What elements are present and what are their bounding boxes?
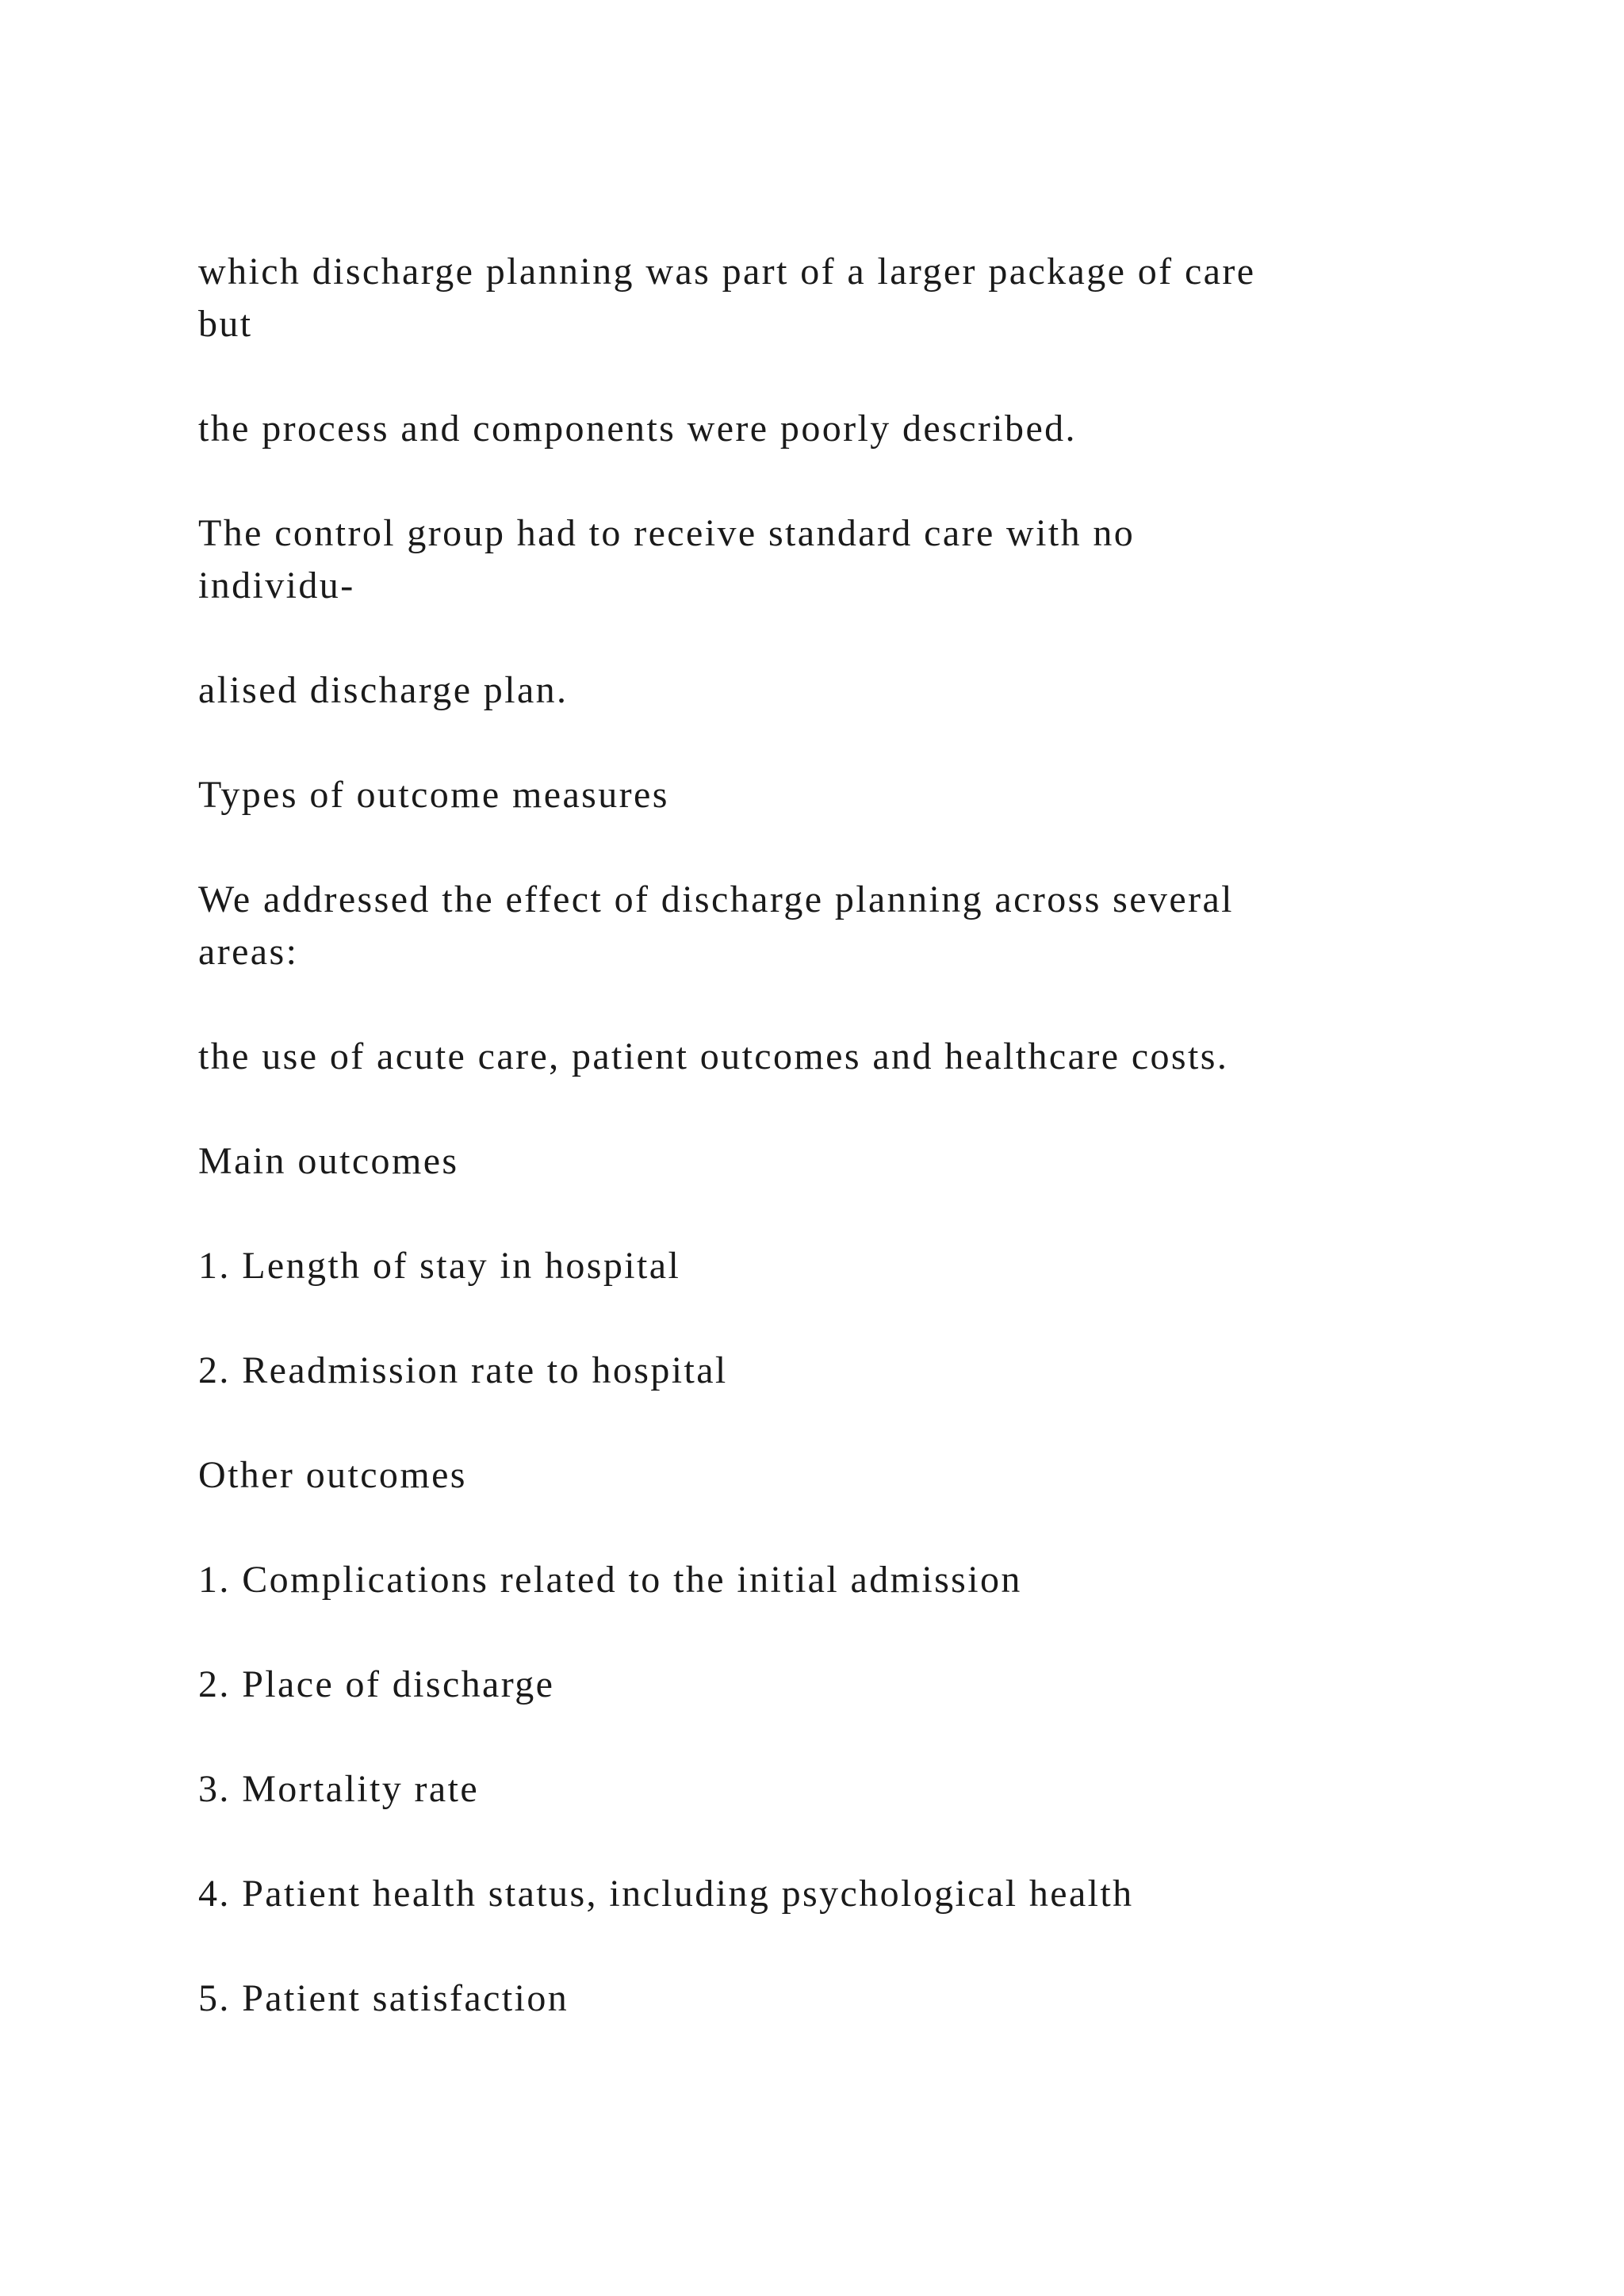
document-body [198, 246, 1435, 2077]
text-line: 3. Mortality rate [198, 1768, 480, 1810]
text-line: the use of acute care, patient outcomes and healthcare costs. [198, 1035, 1229, 1077]
text-line: areas: [198, 931, 299, 973]
text-line: Types of outcome measures [198, 774, 669, 816]
text-line: We addressed the effect of discharge planning across several [198, 878, 1234, 920]
heading-outcome-measures [198, 769, 1435, 821]
list-item-other-outcome [198, 1659, 1435, 1711]
list-item-other-outcome [198, 1554, 1435, 1606]
heading-main-outcomes [198, 1135, 1435, 1188]
text-line: which discharge planning was part of a larger package of care [198, 251, 1256, 293]
paragraph-areas-list [198, 1031, 1435, 1083]
list-item-other-outcome [198, 1868, 1435, 1920]
text-line: Main outcomes [198, 1140, 459, 1182]
text-line: 4. Patient health status, including psychological health [198, 1873, 1134, 1915]
paragraph-discharge-plan [198, 664, 1435, 717]
text-line: Other outcomes [198, 1454, 467, 1496]
text-line: The control group had to receive standard care with no [198, 512, 1136, 554]
text-line: 1. Length of stay in hospital [198, 1245, 681, 1287]
list-item-other-outcome [198, 1973, 1435, 2025]
paragraph-intervention-context [198, 246, 1435, 350]
text-line: 2. Readmission rate to hospital [198, 1349, 728, 1391]
paragraph-control-group [198, 507, 1435, 612]
heading-other-outcomes [198, 1449, 1435, 1502]
text-line: the process and components were poorly described. [198, 408, 1077, 450]
text-line: but [198, 303, 253, 345]
text-line: 2. Place of discharge [198, 1663, 555, 1705]
list-item-main-outcome [198, 1345, 1435, 1397]
paragraph-effect-areas [198, 874, 1435, 978]
text-line: alised discharge plan. [198, 669, 569, 711]
list-item-other-outcome [198, 1763, 1435, 1816]
text-line: individu- [198, 564, 355, 607]
text-line: 1. Complications related to the initial admission [198, 1559, 1022, 1601]
text-line: 5. Patient satisfaction [198, 1977, 569, 2019]
list-item-main-outcome [198, 1240, 1435, 1292]
paragraph-process-description [198, 403, 1435, 455]
